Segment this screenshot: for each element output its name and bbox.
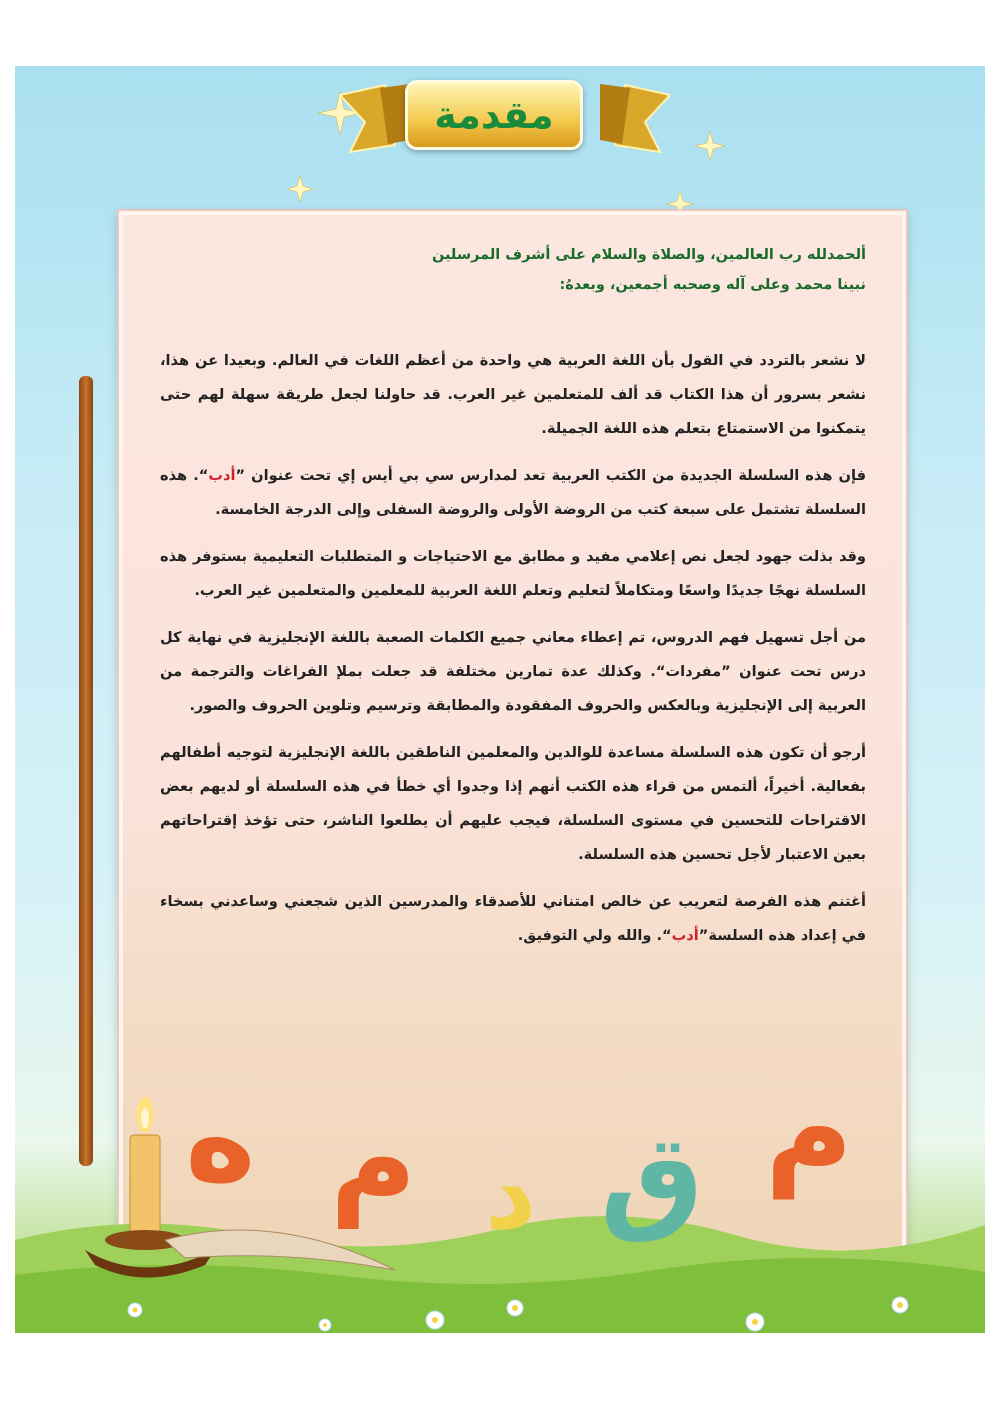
letter-character-dal: د (485, 1135, 537, 1252)
page-title: مقدمة (405, 80, 583, 150)
letter-character-mim: م (330, 1090, 417, 1228)
series-name-highlight: أدب (671, 927, 699, 944)
paragraph-2: فإن هذه السلسلة الجديدة من الكتب العربية تعد لمدارس سي بي أيس إي تحت عنوان ”أدب“. هذه السلسلة تشتمل على سبعة كتب من الروضة الأولى والروضة السفلى وإلى الدرجة الخامسة. (160, 467, 866, 518)
greeting-line-2: نبينا محمد وعلى آله وصحبه أجمعين، وبعدهُ: (559, 277, 866, 293)
letter-character-ha: ه (185, 1070, 256, 1209)
paragraph-4: من أجل تسهيل فهم الدروس، تم إعطاء معاني جميع الكلمات الصعبة باللغة الإنجليزية في نهاية كل درس تحت عنوان ”مفردات“. وكذلك عدة تمارين مختلفة قد جعلت بملإ الفراغات والترجمة من العربية إلى الإنجليزية وبالعكس والحروف المفقودة والمطابقة وترسيم وتلوين الحروف والصور. (160, 629, 866, 714)
letter-character-mim-2: م (765, 1060, 853, 1199)
paragraph-6: أغتنم هذه الفرصة لتعريب عن خالص امتناني للأصدقاء والمدرسين الذين شجعني وساعدني بسخاء في إعداد هذه السلسة”أدب“. والله ولي التوفيق. (160, 893, 866, 944)
paragraph-5: أرجو أن تكون هذه السلسلة مساعدة للوالدين والمعلمين الناطقين باللغة الإنجليزية لتوجيه أطفالهم بفعالية. أخيراً، ألتمس من قراء هذه الكتب أنهم إذا وجدوا أي خطأ في هذه السلسلة أو لديهم بعض الاقتراحات للتحسين في مستوى السلسلة، فيجب عليهم أن يطلعوا الناشر، حتى تؤخذ إقتراحاتهم بعين الاعتبار لأجل تحسين هذه السلسلة. (160, 744, 866, 863)
paragraph-3: وقد بذلت جهود لجعل نص إعلامي مفيد و مطابق مع الاحتياجات و المتطلبات التعليمية بستوفر هذه السلسلة نهجًا جديدًا واسعًا ومتكاملاً لتعليم وتعلم اللغة العربية للمعلمين والمتعلمين غير العرب. (160, 548, 866, 599)
decorative-stick (79, 376, 93, 1166)
greeting-line-1: ألحمدلله رب العالمين، والصلاة والسلام على أشرف المرسلين (431, 247, 866, 263)
series-name-highlight: أدب (208, 467, 236, 484)
paragraph-1: لا نشعر بالتردد في القول بأن اللغة العربية هي واحدة من أعظم اللغات في العالم. وبعيدا عن هذا، نشعر بسرور أن هذا الكتاب قد ألف للمتعلمين غير العرب. قد حاولنا لجعل طريقة سهلة لهم حتى يتمكنوا من الاستمتاع بتعلم هذه اللغة الجميلة. (160, 352, 866, 437)
introduction-text (160, 240, 866, 966)
letter-character-qaf: ق (600, 1110, 704, 1245)
